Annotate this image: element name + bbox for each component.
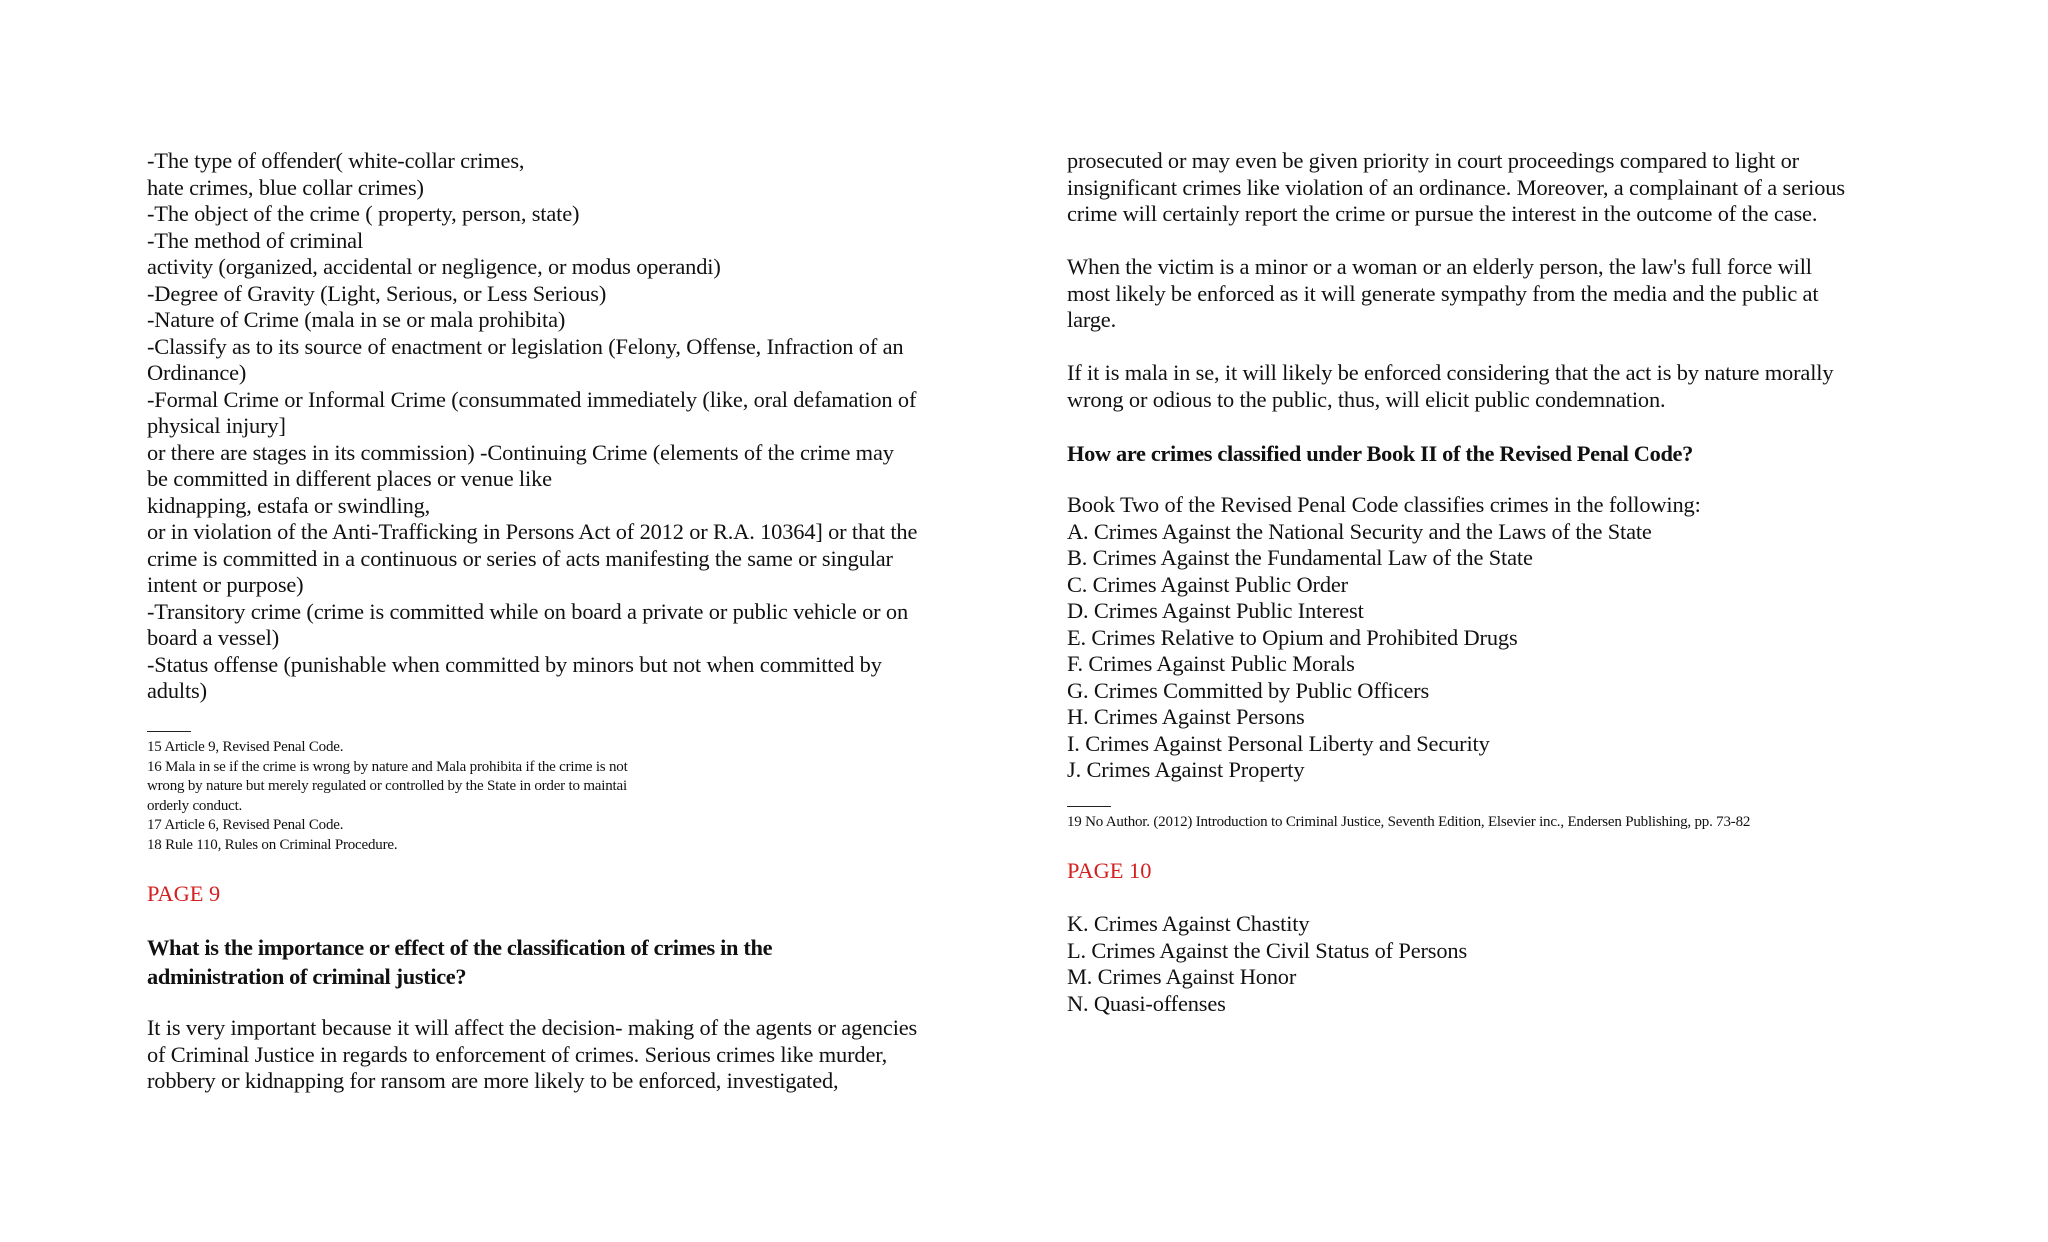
list-item: B. Crimes Against the Fundamental Law of the State: [1067, 545, 1533, 570]
crime-classes-list: [1067, 492, 1917, 784]
crime-classes-list-continued: [1067, 911, 1917, 1017]
list-item: N. Quasi-offenses: [1067, 990, 1226, 1016]
victim-paragraph: [1067, 254, 1917, 334]
list-item: L. Crimes Against the Civil Status of Persons: [1067, 937, 1468, 963]
list-item: K. Crimes Against Chastity: [1067, 911, 1310, 936]
text-line: insignificant crimes like violation of an ordinance. Moreover, a complainant of a serious: [1067, 174, 1845, 200]
list-item: A. Crimes Against the National Security and the Laws of the State: [1067, 518, 1652, 544]
right-page-column: [1067, 148, 1917, 1017]
text-line: large.: [1067, 307, 1117, 332]
continuation-paragraph: [1067, 148, 1917, 228]
text-line: -Formal Crime or Informal Crime (consummated immediately (like, oral defamation of: [147, 386, 917, 412]
footnotes: [1067, 813, 1917, 833]
text-line: physical injury]: [147, 413, 286, 438]
crime-classification-list: [147, 148, 993, 705]
text-line: -Status offense (punishable when committed by minors but not when committed by: [147, 651, 882, 677]
left-page-column: [147, 148, 993, 1121]
text-line: robbery or kidnapping for ransom are more likely to be enforced, investigated,: [147, 1068, 839, 1093]
list-item: G. Crimes Committed by Public Officers: [1067, 677, 1430, 703]
list-item: E. Crimes Relative to Opium and Prohibited Drugs: [1067, 624, 1518, 650]
text-line: -The object of the crime ( property, person, state): [147, 201, 580, 226]
text-line: -Classify as to its source of enactment or legislation (Felony, Offense, Infraction of an: [147, 333, 904, 359]
text-line: When the victim is a minor or a woman or an elderly person, the law's full force will: [1067, 254, 1812, 279]
text-line: wrong or odious to the public, thus, will elicit public condemnation.: [1067, 386, 1666, 412]
heading-line: What is the importance or effect of the classification of crimes in the: [147, 935, 773, 960]
footnote-divider: [1067, 806, 1111, 807]
text-line: It is very important because it will affect the decision- making of the agents or agencies: [147, 1015, 918, 1040]
footnote-line: 19 No Author. (2012) Introduction to Criminal Justice, Seventh Edition, Elsevier inc., Endersen Publishing, pp. 73-82: [1067, 813, 1751, 830]
text-line: -Transitory crime (crime is committed while on board a private or public vehicle or on: [147, 598, 909, 624]
text-line: -Degree of Gravity (Light, Serious, or Less Serious): [147, 280, 607, 306]
text-line: adults): [147, 678, 207, 703]
footnote-line: 16 Mala in se if the crime is wrong by nature and Mala prohibita if the crime is not: [147, 758, 628, 775]
text-line: activity (organized, accidental or negligence, or modus operandi): [147, 254, 721, 279]
footnote-line: wrong by nature but merely regulated or controlled by the State in order to maintai: [147, 778, 627, 794]
text-line: hate crimes, blue collar crimes): [147, 174, 424, 200]
heading-line: administration of criminal justice?: [147, 963, 467, 989]
text-line: most likely be enforced as it will generate sympathy from the media and the public at: [1067, 280, 1819, 306]
footnotes: [147, 738, 993, 855]
list-item: F. Crimes Against Public Morals: [1067, 651, 1355, 676]
text-line: If it is mala in se, it will likely be enforced considering that the act is by nature morally: [1067, 360, 1834, 385]
list-intro: Book Two of the Revised Penal Code classifies crimes in the following:: [1067, 492, 1701, 517]
text-line: or in violation of the Anti-Trafficking in Persons Act of 2012 or R.A. 10364] or that the: [147, 519, 918, 544]
page-number-label: PAGE 10: [1067, 858, 1152, 883]
answer-paragraph: [147, 1015, 993, 1095]
list-item: M. Crimes Against Honor: [1067, 964, 1297, 989]
text-line: of Criminal Justice in regards to enforcement of crimes. Serious crimes like murder,: [147, 1041, 888, 1067]
text-line: kidnapping, estafa or swindling,: [147, 492, 431, 518]
section-heading: [147, 934, 993, 991]
list-item: I. Crimes Against Personal Liberty and Security: [1067, 730, 1490, 756]
text-line: board a vessel): [147, 625, 280, 650]
page-number-label: PAGE 9: [147, 881, 221, 906]
text-line: be committed in different places or venue like: [147, 466, 552, 491]
text-line: -Nature of Crime (mala in se or mala prohibita): [147, 307, 566, 332]
list-item: C. Crimes Against Public Order: [1067, 571, 1348, 597]
text-line: crime will certainly report the crime or pursue the interest in the outcome of the case.: [1067, 201, 1818, 226]
text-line: intent or purpose): [147, 572, 304, 597]
section-heading: [1067, 440, 1917, 469]
footnote-line: orderly conduct.: [147, 797, 243, 814]
heading-line: How are crimes classified under Book II of the Revised Penal Code?: [1067, 440, 1693, 466]
list-item: H. Crimes Against Persons: [1067, 704, 1305, 729]
list-item: J. Crimes Against Property: [1067, 757, 1305, 782]
text-line: -The type of offender( white-collar crimes,: [147, 148, 525, 173]
list-item: D. Crimes Against Public Interest: [1067, 598, 1364, 623]
text-line: Ordinance): [147, 360, 247, 385]
text-line: or there are stages in its commission) -Continuing Crime (elements of the crime may: [147, 439, 894, 465]
text-line: prosecuted or may even be given priority in court proceedings compared to light or: [1067, 148, 1799, 173]
footnote-line: 18 Rule 110, Rules on Criminal Procedure.: [147, 836, 398, 853]
footnote-divider: [147, 731, 191, 732]
mala-in-se-paragraph: [1067, 360, 1917, 413]
footnote-line: 17 Article 6, Revised Penal Code.: [147, 817, 344, 833]
text-line: -The method of criminal: [147, 227, 364, 253]
footnote-line: 15 Article 9, Revised Penal Code.: [147, 739, 344, 755]
text-line: crime is committed in a continuous or series of acts manifesting the same or singular: [147, 545, 893, 571]
